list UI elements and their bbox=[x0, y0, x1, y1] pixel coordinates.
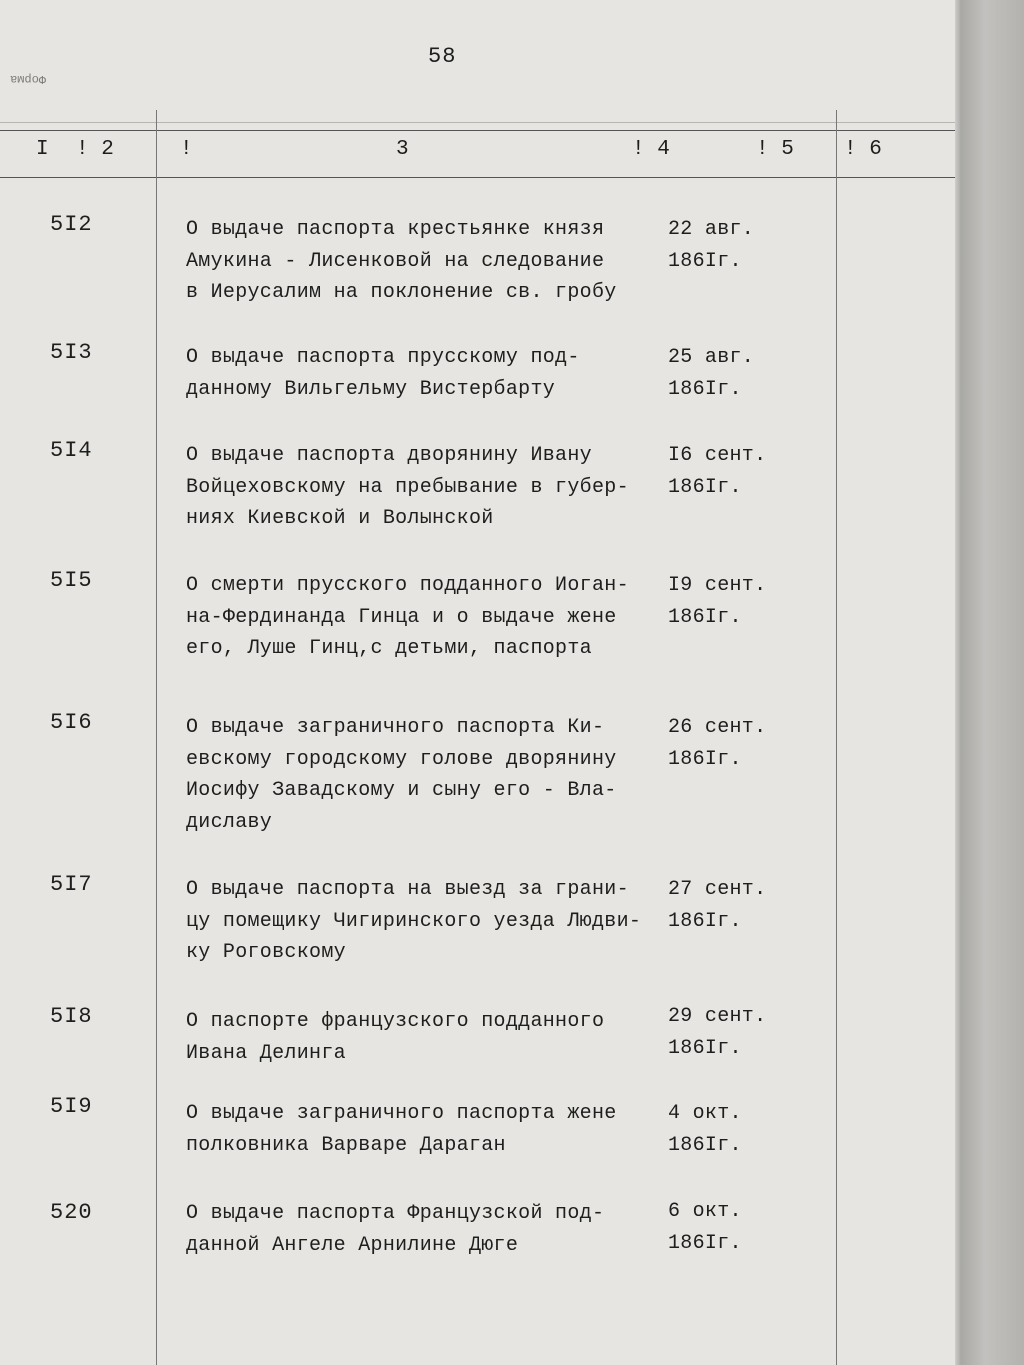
entry-number: 5I3 bbox=[50, 340, 93, 365]
entry-number: 5I5 bbox=[50, 568, 93, 593]
entry-date: 25 авг. 186Iг. bbox=[668, 346, 755, 401]
entry-number: 5I7 bbox=[50, 872, 93, 897]
entry-number: 5I8 bbox=[50, 1004, 93, 1029]
column-header-1: I bbox=[36, 138, 49, 161]
entry-date: 6 окт. 186Iг. bbox=[668, 1200, 742, 1255]
column-header-4: ! 4 bbox=[632, 138, 670, 161]
ghost-rule bbox=[0, 122, 955, 123]
entry-date: 27 сент. 186Iг. bbox=[668, 878, 767, 933]
entry-description: О выдаче паспорта Французской под- данной Ангеле Арнилине Дюге bbox=[186, 1202, 605, 1257]
entry-description: О выдаче паспорта на выезд за грани- цу помещику Чигиринского уезда Людви- ку Роговскому bbox=[186, 878, 642, 964]
column-header-3-mark: ! bbox=[180, 138, 193, 161]
column-header-2: ! 2 bbox=[76, 138, 114, 161]
entry-description: О смерти прусского подданного Иоган- на-Фердинанда Гинца и о выдаче жене его, Луше Гинц,с детьми, паспорта bbox=[186, 574, 629, 660]
column-header-5: ! 5 bbox=[756, 138, 794, 161]
column-header-6: ! 6 bbox=[844, 138, 882, 161]
entry-date: 4 окт. 186Iг. bbox=[668, 1102, 742, 1157]
entry-description: О выдаче заграничного паспорта жене полковника Варваре Дараган bbox=[186, 1102, 617, 1157]
entry-number: 5I6 bbox=[50, 710, 93, 735]
entry-description: О выдаче заграничного паспорта Ки- евскому городскому голове дворянину Иосифу Завадскому и сыну его - Вла- диславу bbox=[186, 716, 617, 834]
column-rule-1 bbox=[156, 110, 157, 1365]
entry-date: 29 сент. 186Iг. bbox=[668, 1005, 767, 1060]
margin-stamp: Форма bbox=[10, 72, 47, 86]
entry-description: О выдаче паспорта прусскому под- данному Вильгельму Вистербарту bbox=[186, 346, 580, 401]
entry-number: 5I4 bbox=[50, 438, 93, 463]
header-rule-bottom bbox=[0, 177, 955, 178]
entry-date: I9 сент. 186Iг. bbox=[668, 574, 767, 629]
entry-description: О паспорте французского подданного Ивана Делинга bbox=[186, 1010, 605, 1065]
entry-number: 520 bbox=[50, 1200, 93, 1225]
column-rule-2 bbox=[836, 110, 837, 1365]
entry-date: I6 сент. 186Iг. bbox=[668, 444, 767, 499]
show-through-text bbox=[186, 672, 594, 704]
entry-date: 22 авг. 186Iг. bbox=[668, 218, 755, 273]
entry-number: 5I2 bbox=[50, 212, 93, 237]
header-rule-top bbox=[0, 130, 955, 131]
entry-number: 5I9 bbox=[50, 1094, 93, 1119]
entry-description: О выдаче паспорта дворянину Ивану Войцеховскому на пребывание в губер- ниях Киевской и Волынской bbox=[186, 444, 629, 530]
entry-date: 26 сент. 186Iг. bbox=[668, 716, 767, 771]
page-number: 58 bbox=[428, 44, 457, 69]
column-header-3: 3 bbox=[396, 138, 409, 161]
entry-description: О выдаче паспорта крестьянке князя Амукина - Лисенковой на следование в Иерусалим на поклонение св. гробу bbox=[186, 218, 617, 304]
page-edge bbox=[955, 0, 1024, 1365]
